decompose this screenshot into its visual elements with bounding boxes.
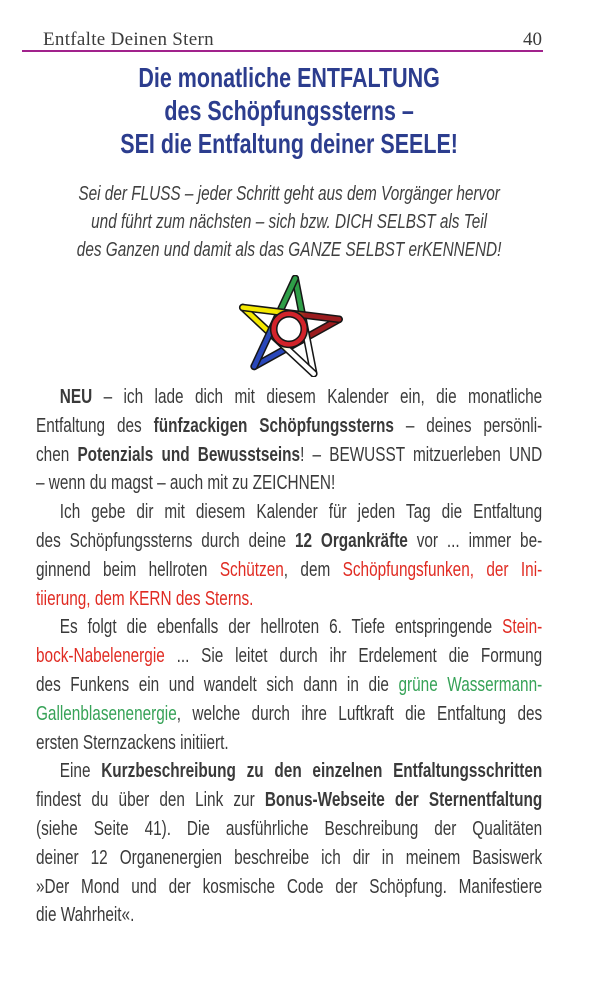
creation-star-icon	[227, 275, 351, 377]
text-run: – wenn du magst – auch mit zu ZEICHNEN!	[36, 472, 336, 495]
running-header: Entfalte Deinen Stern	[43, 29, 214, 50]
text-run: chen	[36, 443, 78, 466]
text-run: , welche durch ihre Luftkraft die Entfaltung des	[176, 702, 543, 725]
text-run: die Wahrheit«.	[36, 904, 135, 927]
quote-line: des Ganzen und damit als das GANZE SELBST erKENNEND!	[76, 239, 502, 261]
body-line	[36, 556, 542, 585]
paragraph	[36, 613, 542, 757]
text-run: NEU	[59, 386, 93, 408]
quote-line: Sei der FLUSS – jeder Schritt geht aus dem Vorgänger hervor	[78, 183, 500, 205]
body-line	[36, 873, 542, 902]
page-number: 40	[523, 29, 542, 50]
body-line	[36, 671, 542, 700]
quote-line: und führt zum nächsten – sich bzw. DICH SELBST als Teil	[91, 211, 488, 233]
text-run: , dem	[283, 558, 343, 581]
body-line	[36, 441, 542, 470]
body-line	[36, 815, 542, 844]
paragraph	[36, 757, 542, 930]
text-run: (siehe Seite 41). Die ausführliche Beschreibung der Qualitäten	[36, 817, 543, 840]
text-run: Entfaltung des	[36, 414, 154, 437]
body-line	[36, 757, 542, 786]
body-line	[36, 901, 542, 930]
text-run: Es folgt die ebenfalls der hellroten 6. Tiefe entspringende	[59, 616, 503, 639]
body-line	[36, 642, 542, 671]
body-line	[36, 700, 542, 729]
body-line	[36, 729, 542, 758]
text-run: – deines persönli-	[393, 414, 543, 437]
text-run: des Schöpfungssterns durch deine	[36, 529, 295, 552]
text-run: Potenzials und Bewusstseins	[77, 443, 301, 466]
text-run: ersten Sternzackens initiiert.	[36, 731, 229, 754]
chapter-title	[36, 61, 542, 160]
title-line: SEI die Entfaltung deiner SEELE!	[120, 128, 458, 159]
text-run: Stein-	[502, 616, 543, 639]
epigraph-quote	[36, 180, 542, 264]
body-line	[36, 613, 542, 642]
text-run: findest du über den Link zur	[36, 789, 265, 812]
paragraph	[36, 498, 542, 613]
text-run: deiner 12 Organenergien beschreibe ich dir in meinem Basiswerk	[36, 846, 543, 869]
text-run: – ich lade dich mit diesem Kalender ein, die monatliche	[92, 386, 543, 408]
body-line	[36, 498, 542, 527]
title-line: des Schöpfungssterns –	[164, 95, 414, 126]
text-run: bock-Nabelenergie	[36, 645, 165, 668]
body-text	[36, 383, 542, 930]
body-line	[36, 527, 542, 556]
body-line	[36, 412, 542, 441]
text-run: »Der Mond und der kosmische Code der Schöpfung. Manifestiere	[36, 875, 543, 898]
text-run: vor ... immer be-	[407, 529, 543, 552]
text-run: tiierung, dem KERN des Sterns.	[36, 587, 254, 610]
body-line	[36, 469, 542, 498]
text-run: Gallenblasenenergie	[36, 702, 177, 725]
pentagram-star-graphic	[227, 275, 351, 377]
text-run: ... Sie leitet durch ihr Erdelement die Formung	[164, 645, 543, 668]
text-run: Ich gebe dir mit diesem Kalender für jeden Tag die Entfaltung	[59, 501, 543, 524]
paragraph	[36, 383, 542, 498]
text-run: Eine	[59, 760, 102, 783]
text-run: Schützen	[219, 558, 284, 581]
text-run: Bonus-Webseite der Sternentfaltung	[264, 789, 543, 812]
text-run: ginnend beim hellroten	[36, 558, 220, 581]
text-run: ! – BEWUSST mitzuerleben UND	[300, 443, 543, 466]
text-run: des Funkens ein und wandelt sich dann in die	[36, 673, 399, 696]
text-run: 12 Organkräfte	[294, 529, 408, 552]
title-line: Die monatliche ENTFALTUNG	[138, 62, 440, 93]
text-run: fünfzackigen Schöpfungssterns	[153, 414, 394, 437]
header-rule	[22, 50, 543, 52]
text-run: Schöpfungsfunken, der Ini-	[342, 558, 543, 581]
text-run: Kurzbeschreibung zu den einzelnen Entfaltungsschritten	[101, 760, 543, 783]
body-line	[36, 383, 542, 412]
text-run: grüne Wassermann-	[398, 673, 543, 696]
body-line	[36, 844, 542, 873]
body-line	[36, 786, 542, 815]
body-line	[36, 585, 542, 614]
